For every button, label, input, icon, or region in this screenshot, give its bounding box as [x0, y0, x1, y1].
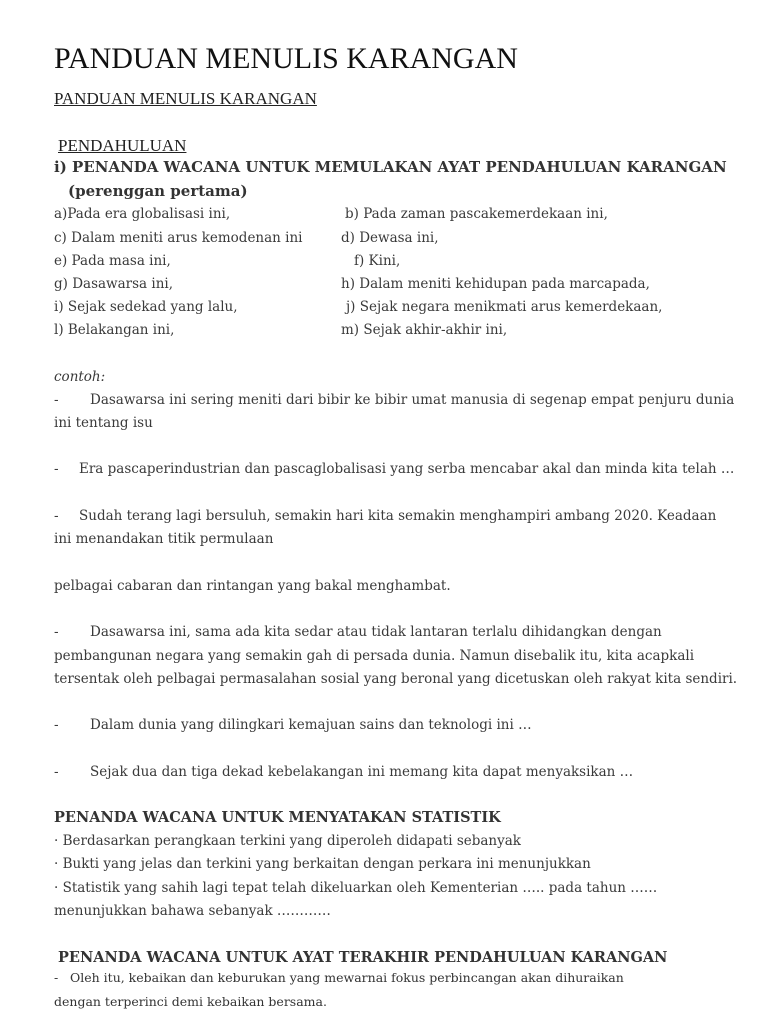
closing-line1: Oleh itu, kebaikan dan keburukan yang mewarnai fokus perbincangan akan dihuraikan: [70, 970, 624, 985]
example-4-line1: Dasawarsa ini, sama ada kita sedar atau tidak lantaran terlalu dihidangkan dengan: [90, 624, 662, 640]
example-dash: -: [54, 392, 59, 408]
example-dash: -: [54, 461, 59, 477]
section1-subheading: (perenggan pertama): [68, 182, 248, 200]
example-2: Era pascaperindustrian dan pascaglobalisasi yang serba mencabar akal dan minda kita telah …: [79, 461, 735, 477]
list-item: d) Dewasa ini,: [341, 230, 439, 246]
example-6: Sejak dua dan tiga dekad kebelakangan ini memang kita dapat menyaksikan …: [90, 764, 634, 780]
list-item: m) Sejak akhir-akhir ini,: [341, 322, 508, 338]
list-item: c) Dalam meniti arus kemodenan ini: [54, 230, 303, 246]
list-item: a)Pada era globalisasi ini,: [54, 206, 231, 222]
list-item: b) Pada zaman pascakemerdekaan ini,: [345, 206, 608, 222]
example-4-line2: pembangunan negara yang semakin gah di persada dunia. Namun disebalik itu, kita acapkali: [54, 648, 695, 664]
list-item: i) Sejak sedekad yang lalu,: [54, 299, 238, 315]
list-item: f) Kini,: [354, 253, 401, 269]
list-item: l) Belakangan ini,: [54, 322, 175, 338]
examples-label: contoh:: [54, 369, 106, 385]
closing-line2: dengan terperinci demi kebaikan bersama.: [54, 994, 327, 1009]
statistic-line: · Statistik yang sahih lagi tepat telah dikeluarkan oleh Kementerian ….. pada tahun ……: [54, 880, 658, 896]
document-title: PANDUAN MENULIS KARANGAN: [54, 42, 518, 75]
example-5: Dalam dunia yang dilingkari kemajuan sains dan teknologi ini …: [90, 717, 532, 733]
list-item: h) Dalam meniti kehidupan pada marcapada,: [341, 276, 650, 292]
example-dash: -: [54, 508, 59, 524]
statistic-line: menunjukkan bahawa sebanyak …………: [54, 903, 331, 919]
statistic-line: · Bukti yang jelas dan terkini yang berkaitan dengan perkara ini menunjukkan: [54, 856, 591, 872]
closing-dash: -: [54, 970, 59, 985]
list-item: g) Dasawarsa ini,: [54, 276, 173, 292]
example-3-line3: pelbagai cabaran dan rintangan yang bakal menghambat.: [54, 578, 451, 594]
section1-heading: i) PENANDA WACANA UNTUK MEMULAKAN AYAT PENDAHULUAN KARANGAN: [54, 158, 727, 176]
example-3-line1: Sudah terang lagi bersuluh, semakin hari kita semakin menghampiri ambang 2020. Keadaan: [79, 508, 717, 524]
example-dash: -: [54, 717, 59, 733]
example-3-line2: ini menandakan titik permulaan: [54, 531, 274, 547]
example-1-line1: Dasawarsa ini sering meniti dari bibir ke bibir umat manusia di segenap empat penjuru dunia: [90, 392, 735, 408]
example-4-line3: tersentak oleh pelbagai permasalahan sosial yang beronal yang dicetuskan oleh rakyat kita sendiri.: [54, 671, 738, 687]
section3-heading: PENANDA WACANA UNTUK AYAT TERAKHIR PENDAHULUAN KARANGAN: [58, 949, 668, 966]
list-item: e) Pada masa ini,: [54, 253, 171, 269]
example-dash: -: [54, 624, 59, 640]
section2-heading: PENANDA WACANA UNTUK MENYATAKAN STATISTIK: [54, 809, 501, 826]
statistic-line: · Berdasarkan perangkaan terkini yang diperoleh didapati sebanyak: [54, 833, 521, 849]
intro-heading: PENDAHULUAN: [58, 136, 187, 155]
list-item: j) Sejak negara menikmati arus kemerdekaan,: [346, 299, 663, 315]
example-dash: -: [54, 764, 59, 780]
document-subtitle: PANDUAN MENULIS KARANGAN: [54, 89, 317, 108]
example-1-line2: ini tentang isu: [54, 415, 153, 431]
